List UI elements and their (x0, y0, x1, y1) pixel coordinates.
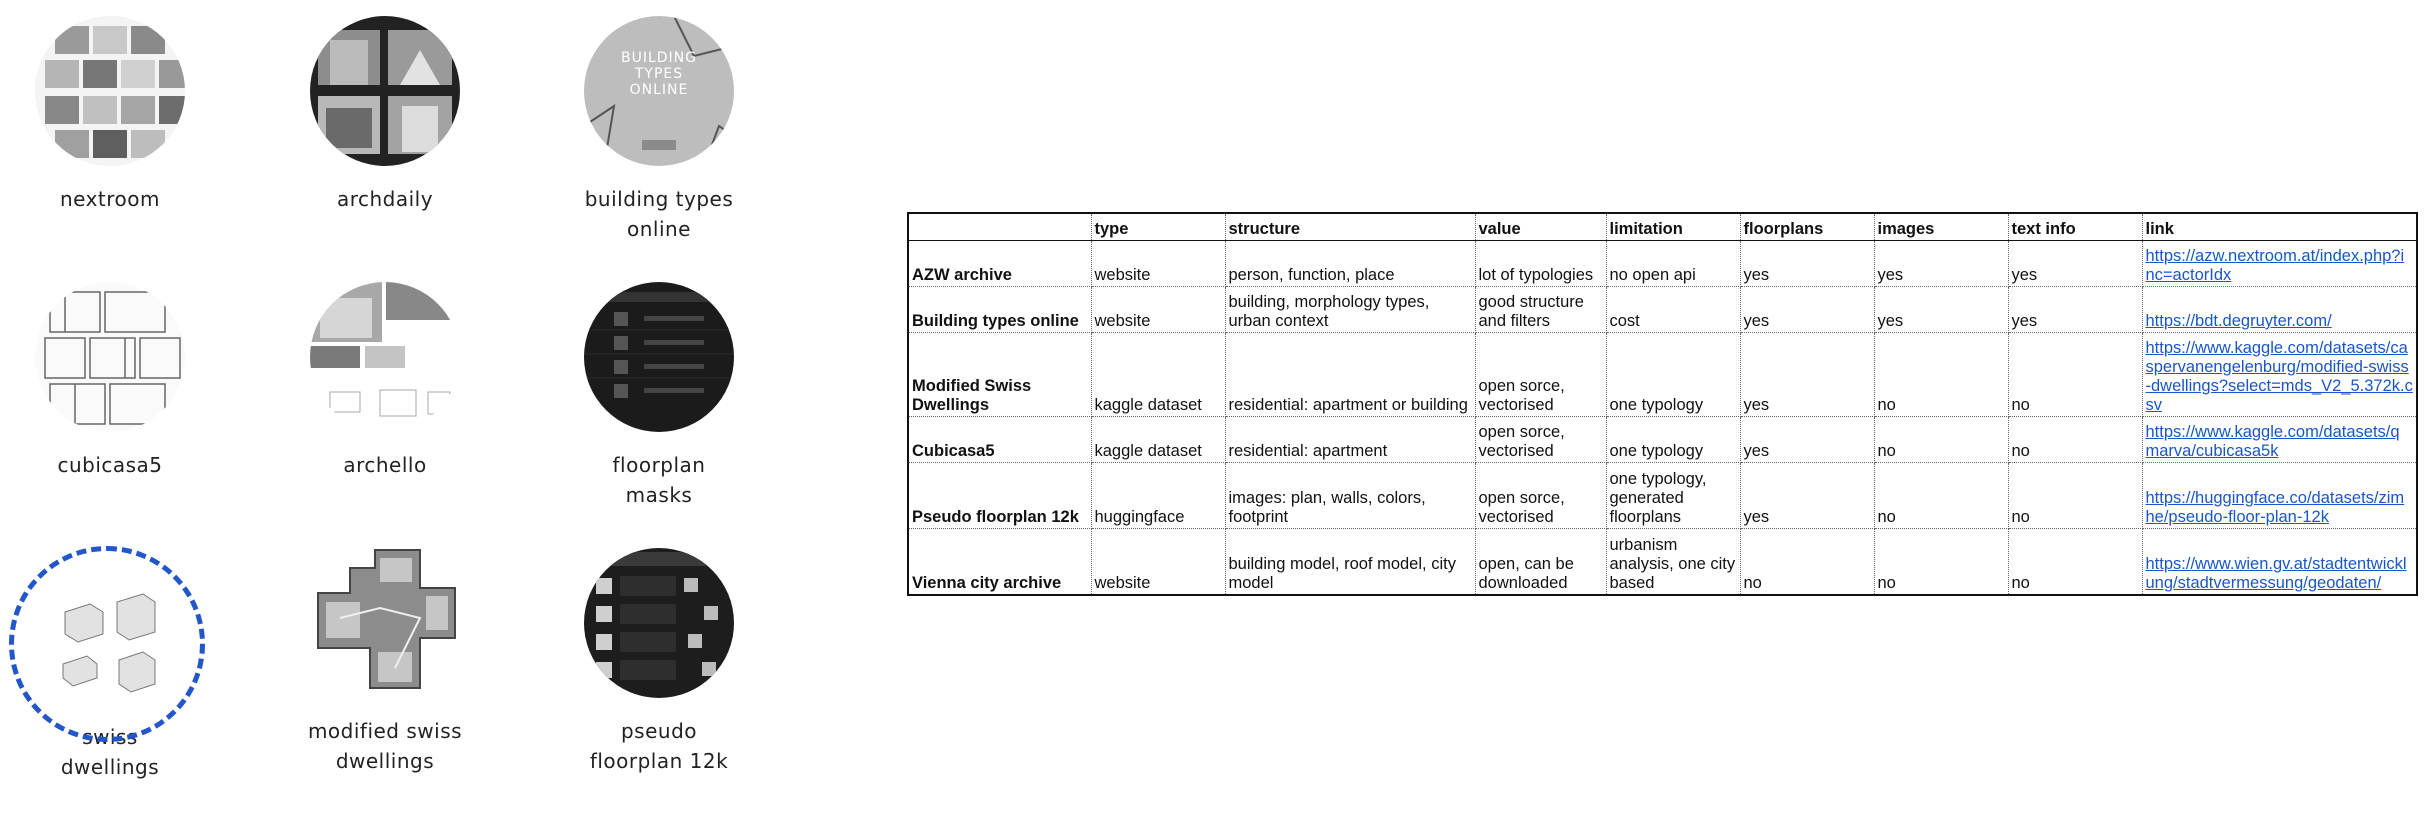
type-cell: website (1091, 241, 1225, 287)
source-label: floorplan masks (612, 453, 706, 507)
images-cell: no (1874, 333, 2008, 417)
source-link[interactable]: https://www.wien.gv.at/stadtentwicklung/stadtvermessung/geodaten/ (2145, 554, 2407, 592)
source-tile-cubicasa5[interactable] (0, 282, 240, 480)
source-tile-floorplan-masks[interactable] (529, 282, 789, 510)
header-cell: text info (2008, 213, 2142, 241)
source-tile-pseudo-floorplan-12k[interactable] (529, 548, 789, 776)
source-link[interactable]: https://huggingface.co/datasets/zimhe/pseudo-floor-plan-12k (2145, 489, 2405, 526)
source-link[interactable]: https://bdt.degruyter.com/ (2145, 312, 2332, 330)
header-cell: link (2142, 213, 2417, 241)
value-cell: good structure and filters (1475, 287, 1606, 333)
limitation-cell: one typology (1606, 333, 1740, 417)
source-name-cell: Modified Swiss Dwellings (908, 333, 1091, 417)
source-label: pseudo floorplan 12k (589, 719, 729, 773)
source-tile-nextroom[interactable] (0, 16, 240, 214)
header-cell: limitation (1606, 213, 1740, 241)
source-tile-building-types-online[interactable] (529, 16, 789, 244)
table-row (908, 529, 2417, 595)
limitation-cell: no open api (1606, 241, 1740, 287)
link-cell (2142, 417, 2417, 463)
value-cell: open sorce, vectorised (1475, 463, 1606, 529)
limitation-cell: cost (1606, 287, 1740, 333)
nextroom-thumbnail (35, 16, 185, 166)
images-cell: no (1874, 417, 2008, 463)
type-cell: website (1091, 287, 1225, 333)
source-name-cell: Pseudo floorplan 12k (908, 463, 1091, 529)
source-link[interactable]: https://azw.nextroom.at/index.php?inc=actorIdx (2145, 247, 2405, 284)
header-cell: floorplans (1740, 213, 1874, 241)
images-cell: yes (1874, 241, 2008, 287)
link-cell (2142, 529, 2417, 595)
source-tile-swiss-dwellings[interactable] (0, 572, 240, 782)
floorplan-masks-thumbnail (584, 282, 734, 432)
source-label: nextroom (59, 187, 161, 211)
source-label: building types online (584, 187, 734, 241)
structure-cell: images: plan, walls, colors, footprint (1225, 463, 1475, 529)
source-label: cubicasa5 (57, 453, 163, 477)
thumbnail-caption: BUILDING TYPES ONLINE (620, 50, 697, 98)
modified-swiss-dwellings-thumbnail (310, 548, 460, 698)
table-row (908, 463, 2417, 529)
text-info-cell: yes (2008, 287, 2142, 333)
header-cell: type (1091, 213, 1225, 241)
images-cell: no (1874, 529, 2008, 595)
header-cell: images (1874, 213, 2008, 241)
value-cell: open sorce, vectorised (1475, 333, 1606, 417)
text-info-cell: no (2008, 529, 2142, 595)
type-cell: huggingface (1091, 463, 1225, 529)
header-cell: value (1475, 213, 1606, 241)
source-tile-archello[interactable] (255, 282, 515, 480)
text-info-cell: no (2008, 417, 2142, 463)
type-cell: kaggle dataset (1091, 417, 1225, 463)
source-name-cell: Cubicasa5 (908, 417, 1091, 463)
limitation-cell: one typology, generated floorplans (1606, 463, 1740, 529)
pseudo-floorplan-12k-thumbnail (584, 548, 734, 698)
source-tile-modified-swiss-dwellings[interactable] (255, 548, 515, 776)
value-cell: open sorce, vectorised (1475, 417, 1606, 463)
source-label: archdaily (336, 187, 434, 211)
floorplans-cell: yes (1740, 241, 1874, 287)
structure-cell: person, function, place (1225, 241, 1475, 287)
table-row (908, 333, 2417, 417)
text-info-cell: yes (2008, 241, 2142, 287)
type-cell: website (1091, 529, 1225, 595)
link-cell (2142, 333, 2417, 417)
data-sources-table (907, 212, 2418, 596)
text-info-cell: no (2008, 463, 2142, 529)
link-cell (2142, 241, 2417, 287)
value-cell: lot of typologies (1475, 241, 1606, 287)
text-info-cell: no (2008, 333, 2142, 417)
source-label: modified swiss dwellings (307, 719, 463, 773)
archello-thumbnail (310, 282, 460, 432)
link-cell (2142, 287, 2417, 333)
floorplans-cell: yes (1740, 417, 1874, 463)
link-cell (2142, 463, 2417, 529)
header-cell: structure (1225, 213, 1475, 241)
source-link[interactable]: https://www.kaggle.com/datasets/caspervanengelenburg/modified-swiss-dwellings?select=mds_V2_5.372k.csv (2145, 339, 2413, 414)
limitation-cell: one typology (1606, 417, 1740, 463)
cubicasa5-thumbnail (35, 282, 185, 432)
floorplans-cell: yes (1740, 287, 1874, 333)
source-name-cell: Building types online (908, 287, 1091, 333)
limitation-cell: urbanism analysis, one city based (1606, 529, 1740, 595)
archdaily-thumbnail (310, 16, 460, 166)
structure-cell: residential: apartment or building (1225, 333, 1475, 417)
header-cell (908, 213, 1091, 241)
source-label: archello (343, 453, 427, 477)
table-row (908, 287, 2417, 333)
type-cell: kaggle dataset (1091, 333, 1225, 417)
source-label: swiss dwellings (60, 725, 160, 779)
value-cell: open, can be downloaded (1475, 529, 1606, 595)
floorplans-cell: yes (1740, 463, 1874, 529)
source-link[interactable]: https://www.kaggle.com/datasets/qmarva/cubicasa5k (2145, 423, 2400, 460)
building-types-online-thumbnail (584, 16, 734, 166)
images-cell: yes (1874, 287, 2008, 333)
images-cell: no (1874, 463, 2008, 529)
source-name-cell: Vienna city archive (908, 529, 1091, 595)
source-tile-archdaily[interactable] (255, 16, 515, 214)
table-header-row (908, 213, 2417, 241)
structure-cell: building model, roof model, city model (1225, 529, 1475, 595)
table-row (908, 241, 2417, 287)
source-name-cell: AZW archive (908, 241, 1091, 287)
floorplans-cell: yes (1740, 333, 1874, 417)
structure-cell: residential: apartment (1225, 417, 1475, 463)
structure-cell: building, morphology types, urban context (1225, 287, 1475, 333)
floorplans-cell: no (1740, 529, 1874, 595)
swiss-dwellings-thumbnail (35, 572, 185, 722)
table-row (908, 417, 2417, 463)
